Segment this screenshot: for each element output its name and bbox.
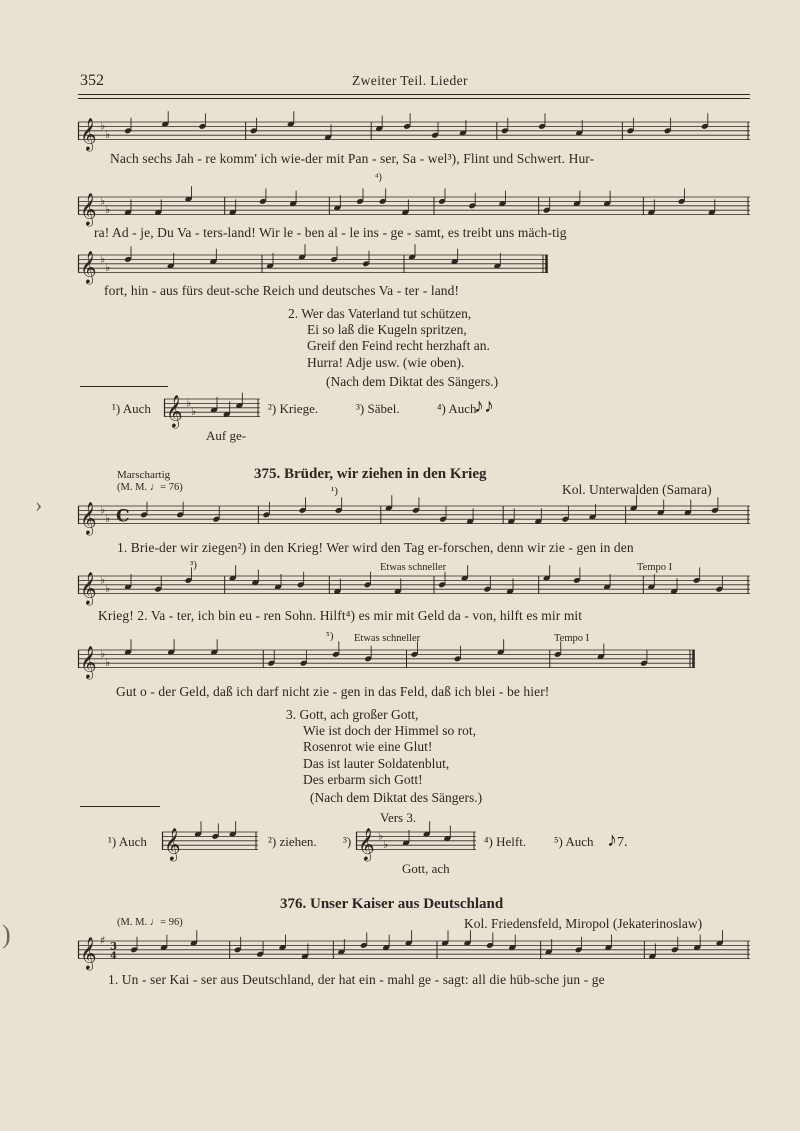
- eighth-note-rest-glyph: ♪7.: [607, 829, 628, 851]
- svg-text:𝄞: 𝄞: [80, 192, 97, 226]
- footnote-staff: [164, 394, 260, 428]
- footnote-3: ³): [343, 834, 352, 849]
- header-rule-thin: [78, 98, 750, 99]
- lyrics-line: fort, hin - aus fürs deut-sche Reich und deutsches Va - ter - land!: [104, 283, 460, 298]
- svg-text:♭: ♭: [378, 829, 384, 843]
- footnote-4: ⁴) Auch: [437, 401, 477, 416]
- metronome-mark: (M. M. ♩= 96): [117, 917, 183, 928]
- lyrics-line: Krieg! 2. Va - ter, ich bin eu - ren Sohn. Hilft⁴) es mir mit Geld da - von, hilft es mir mit: [98, 608, 583, 623]
- footnote-3: ³) Säbel.: [356, 401, 400, 416]
- music-staff: [78, 501, 750, 535]
- margin-mark: ›: [35, 492, 43, 517]
- svg-text:♭: ♭: [105, 128, 111, 142]
- svg-text:♭: ♭: [191, 405, 197, 419]
- music-staff: [78, 645, 695, 679]
- song-title: 376. Unser Kaiser aus Deutschland: [280, 896, 504, 912]
- svg-text:♭: ♭: [105, 261, 111, 275]
- music-staff: [78, 117, 750, 151]
- svg-text:♭: ♭: [100, 647, 106, 661]
- svg-text:♭: ♭: [105, 512, 111, 526]
- svg-text:♭: ♭: [105, 582, 111, 596]
- verse-line: Hurra! Adje usw. (wie oben).: [307, 354, 465, 370]
- header-rule: [78, 94, 750, 95]
- footnote-rule: [80, 806, 160, 807]
- music-staff: [78, 250, 548, 284]
- footnote-1: ¹) Auch: [108, 834, 147, 849]
- svg-text:𝄞: 𝄞: [358, 827, 375, 861]
- lyrics-line: 1. Brie-der wir ziegen²) in den Krieg! Wer wird den Tag er-forschen, denn wir zie - gen in den: [117, 540, 634, 555]
- verse-line: Ei so laß die Kugeln spritzen,: [307, 322, 467, 338]
- footnote-marker: ¹): [331, 485, 338, 497]
- verse-line: Des erbarm sich Gott!: [303, 771, 423, 787]
- tempo-primo: Tempo I: [637, 562, 673, 573]
- lyrics-line: Nach sechs Jah - re komm' ich wie-der mit Pan - ser, Sa - wel³), Flint und Schwert. Hur-: [110, 151, 595, 166]
- running-title: Zweiter Teil. Lieder: [352, 73, 468, 88]
- footnote-staff: [162, 827, 258, 861]
- lyrics-line: Gut o - der Geld, daß ich darf nicht zie - gen in das Feld, daß ich blei - be hier!: [116, 684, 550, 699]
- source-note: (Nach dem Diktat des Sängers.): [310, 790, 483, 805]
- svg-text:3: 3: [110, 941, 117, 953]
- verse-line: 2. Wer das Vaterland tut schützen,: [288, 306, 472, 321]
- music-staff: [78, 192, 750, 226]
- song-origin: Kol. Unterwalden (Samara): [562, 482, 712, 497]
- verse-line: Das ist lauter Soldatenblut,: [303, 755, 450, 771]
- eighth-notes-glyph: ♪♪: [474, 395, 494, 417]
- lyrics-line: ra! Ad - je, Du Va - ters-land! Wir le - ben al - le ins - ge - samt, es treibt uns mäch-tig: [94, 225, 567, 240]
- metronome-mark: (M. M. ♩= 76): [117, 482, 183, 493]
- margin-mark: ): [2, 920, 11, 949]
- svg-text:𝄞: 𝄞: [80, 571, 97, 605]
- svg-text:♭: ♭: [100, 119, 106, 133]
- svg-text:C: C: [116, 506, 130, 527]
- footnote-1: ¹) Auch: [112, 401, 151, 416]
- verse-line: Rosenrot wie eine Glut!: [303, 739, 433, 755]
- footnote-rule: [80, 386, 168, 387]
- svg-text:♭: ♭: [100, 573, 106, 587]
- footnote-4: ⁴) Helft.: [484, 834, 527, 849]
- svg-text:♭: ♭: [100, 252, 106, 266]
- lyrics-line: 1. Un - ser Kai - ser aus Deutschland, der hat ein - mahl ge - sagt: all die hüb-sche jun - ge: [108, 972, 605, 987]
- svg-text:♯: ♯: [100, 934, 106, 947]
- svg-text:𝄞: 𝄞: [164, 827, 181, 861]
- song-origin: Kol. Friedensfeld, Miropol (Jekaterinoslaw): [464, 916, 703, 931]
- svg-text:♭: ♭: [100, 503, 106, 517]
- verse-line: Greif den Feind recht herzhaft an.: [307, 338, 490, 354]
- svg-text:𝄞: 𝄞: [80, 250, 97, 284]
- svg-text:𝄞: 𝄞: [80, 117, 97, 151]
- music-staff: [78, 934, 750, 970]
- svg-text:𝄞: 𝄞: [80, 501, 97, 535]
- svg-text:𝄞: 𝄞: [80, 645, 97, 679]
- footnote-2: ²) ziehen.: [268, 834, 317, 849]
- footnote-2: ²) Kriege.: [268, 401, 319, 416]
- music-staff: [78, 571, 750, 605]
- tempo-primo: Tempo I: [554, 633, 590, 644]
- staff-footnote-marker: ⁴): [375, 172, 382, 183]
- footnote-marker: ³): [190, 559, 197, 571]
- tempo-change: Etwas schneller: [354, 633, 421, 644]
- verse-label: Vers 3.: [380, 810, 417, 825]
- footnote-staff: [356, 827, 476, 861]
- svg-text:4: 4: [110, 951, 117, 963]
- svg-text:♭: ♭: [383, 838, 389, 852]
- footnote-1-lyric: Auf ge-: [206, 428, 247, 443]
- svg-text:𝄞: 𝄞: [166, 394, 183, 428]
- svg-text:♭: ♭: [105, 656, 111, 670]
- verse-line: 3. Gott, ach großer Gott,: [286, 707, 419, 722]
- tempo-marking: Marschartig: [117, 469, 171, 481]
- verse-line: Wie ist doch der Himmel so rot,: [303, 723, 477, 739]
- footnote-3-lyric: Gott, ach: [402, 861, 450, 876]
- tempo-change: Etwas schneller: [380, 562, 447, 573]
- song-title: 375. Brüder, wir ziehen in den Krieg: [254, 466, 487, 482]
- footnote-marker: ⁵): [326, 630, 334, 642]
- svg-text:♭: ♭: [100, 194, 106, 208]
- page-number: 352: [80, 72, 104, 89]
- verse-2: [288, 306, 490, 371]
- svg-text:♭: ♭: [186, 396, 192, 410]
- footnote-5: ⁵) Auch: [554, 834, 594, 849]
- svg-text:♭: ♭: [105, 203, 111, 217]
- verse-3: [286, 707, 476, 788]
- source-note: (Nach dem Diktat des Sängers.): [326, 374, 499, 389]
- svg-text:𝄞: 𝄞: [80, 936, 97, 970]
